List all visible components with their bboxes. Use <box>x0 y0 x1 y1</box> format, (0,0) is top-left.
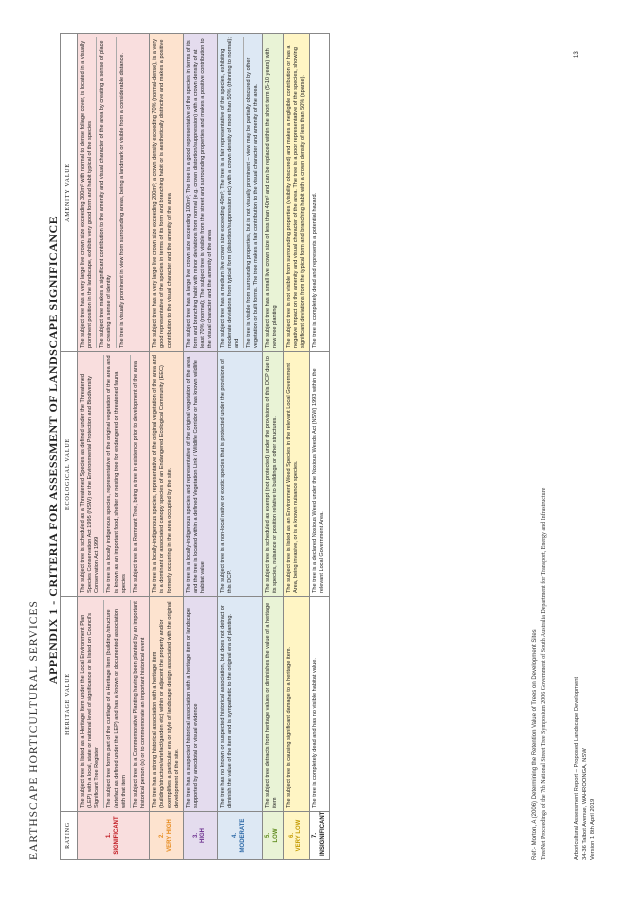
ecological-value-cell <box>310 352 330 597</box>
amenity-criterion: The tree is completely dead and represents a potential hazard. <box>312 192 319 348</box>
ecological-criterion: The tree is a locally-indigenous species, representative of the original vegetation of the area and is a dominant or associated canopy species of an Endangered Ecological Community (EEC) formerly occurring in the area occupied by the site. <box>152 355 173 593</box>
table-row <box>310 34 330 860</box>
ecological-criterion: The subject tree is listed as an Environment Weed Species in the relevant Local Government Area, being invasive, or is a known nuisance species. <box>285 363 299 593</box>
amenity-criterion: The subject tree has a very large live crown size exceeding 300m² with normal to dense foliage cover, is located in a visually prominent position in the landscape, exhibits very good form and habit typical of the species <box>80 37 97 348</box>
ecological-value-cell <box>78 352 150 597</box>
footer-address: 34-36 Talbot Avenue, WAHROONGA, NSW <box>582 748 588 860</box>
amenity-criterion: The subject tree has a medium live crown size exceeding 40m²; The tree is a fair representative of the species, exhibiting moderate deviations from typical form (distortion/suppression etc) with a crown density of more than 50% (thinning to normal); and <box>220 37 244 348</box>
heritage-value-cell <box>217 597 263 812</box>
heritage-criterion: The subject tree is a Commemorative Planting having been planted by an important historical person (s) or to commemorate an important historical event <box>132 601 147 808</box>
reference-line <box>532 629 538 860</box>
ecological-criterion: The subject tree is a Remnant Tree, being a tree in existence prior to development of the area <box>132 361 139 593</box>
table-header-row <box>61 34 78 860</box>
amenity-value-cell <box>183 34 217 352</box>
amenity-value-cell <box>217 34 263 352</box>
ecological-criterion: The subject tree is a non-local native or exotic species that is protected under the provisions of this DCP. <box>219 359 233 593</box>
rating-label: SIGNIFICANT <box>113 816 120 855</box>
table-row <box>283 34 309 860</box>
table-row <box>78 34 150 860</box>
heritage-criterion: The tree has a strong historical association with a heritage item (building/structure/artefact/garden etc) within or adjacent the property and/or exemplifies a particular era or style of landscape design associated with the original development of the site. <box>152 601 180 808</box>
rating-number: 6. <box>288 833 295 839</box>
column-header-amenity: AMENITY VALUE <box>61 34 78 352</box>
rating-number: 5. <box>265 833 272 839</box>
amenity-criterion: The subject tree has a large live crown size exceeding 100m²; The tree is a good representative of the species in terms of its form and branching habit with minor deviations from normal (e.g. crown distortion/suppression) with a crown density of at least 70% (normal); The subject tree is visible from the street and surrounding properties and makes a positive contribution to the visual character and the amenity of the area <box>185 38 214 348</box>
column-header-ecological: ECOLOGICAL VALUE <box>61 352 78 597</box>
ecological-value-cell <box>263 352 283 597</box>
rating-label: LOW <box>272 828 279 843</box>
rating-label: INSIGNIFICANT <box>319 811 326 856</box>
page-title: APPENDIX 1 - CRITERIA FOR ASSESSMENT OF LANDSCAPE SIGNIFICANCE <box>46 215 60 685</box>
heritage-criterion: The tree is completely dead and has no visible habitat value. <box>312 658 319 808</box>
ecological-value-cell <box>217 352 263 597</box>
amenity-criterion: The subject tree makes a significant contribution to the amenity and visual character of the area by creating a sense of place or creating a sense of identity <box>99 37 116 348</box>
rating-cell <box>283 812 309 860</box>
company-name: EARTHSCAPE HORTICULTURAL SERVICES <box>28 600 40 860</box>
rating-label: VERY HIGH <box>166 819 173 852</box>
heritage-criterion: The subject tree forms part of the curtilage of a Heritage Item (building /structure /artefact as defined under the LEP) and has a known or documented association with that item <box>106 600 130 808</box>
amenity-criterion: The tree is visually prominent in view from surrounding areas, being a landmark or visible from a considerable distance. <box>118 52 125 348</box>
column-header-heritage: HERITAGE VALUE <box>61 597 78 812</box>
ecological-criterion: The subject tree is scheduled as a Threatened Species as defined under the Threatened Species Conservation Act 1995 (NSW) or the Environmental Protection and Biodiversity Conservation Act 1999 <box>80 355 104 593</box>
footer-report-title: Arboricultural Assessment Report – Proposed Landscape Development <box>574 676 580 860</box>
rating-number: 7. <box>312 833 319 839</box>
ecological-value-cell <box>183 352 217 597</box>
footer-version: Version 1 8th April 2019 <box>590 798 596 860</box>
criteria-table <box>60 33 330 860</box>
page-number: 13 <box>574 51 580 58</box>
amenity-criterion: The tree is visible from surrounding properties, but is not visually prominent – view may be partially obscured by other vegetation or built forms. The tree makes a fair contribution to the visual character and amenity of the area. <box>245 57 260 348</box>
rating-number: 4. <box>232 833 239 839</box>
ecological-criterion: The tree is a locally indigenous species, representative of the original vegetation of the area and is known as an important food, shelter or nesting tree for endangered or threatened fauna species <box>106 355 130 593</box>
heritage-criterion: The subject tree detracts from heritage values or diminishes the value of a heritage item <box>265 602 279 808</box>
rating-number: 3. <box>192 833 199 839</box>
heritage-criterion: The tree has no known or suspected historical association, but does not detract or diminish the value of the item and is sympathetic to the original era of planting. <box>219 605 233 808</box>
rating-cell <box>263 812 283 860</box>
heritage-criterion: The subject tree is listed as a Heritage Item under the Local Environment Plan (LEP) with a local, state or national level of significance or is listed on Council's Significant Tree Register <box>80 600 104 808</box>
heritage-criterion: The tree has a suspected historical association with a heritage item or landscape supported by anecdotal or visual evidence <box>185 608 200 808</box>
criteria-table-body <box>78 34 330 860</box>
table-row <box>183 34 217 860</box>
rating-label: MODERATE <box>239 818 246 853</box>
amenity-value-cell <box>78 34 150 352</box>
heritage-value-cell <box>263 597 283 812</box>
table-row <box>263 34 283 860</box>
reference-source: TreeNet Proceedings of the 7th National Street Tree Symposium 2006 Government of South Australia Department for Transport, Energy and Infrastructure <box>541 487 547 860</box>
ecological-criterion: The subject tree is scheduled as exempt (not protected) under the provisions of this DCP due to its species, nuisance or position relative to buildings or other structures. <box>265 356 279 593</box>
table-row <box>150 34 184 860</box>
ecological-criterion: The tree is a declared Noxious Weed under the Noxious Weeds Act (NSW) 1993 within the relevant Local Government Area. <box>312 368 326 593</box>
amenity-value-cell <box>263 34 283 352</box>
heritage-value-cell <box>78 597 150 812</box>
reference-text: Ref:- Morton, A (2006) Determining the Retention Value of Trees on Development Sites <box>532 629 538 860</box>
rating-cell <box>150 812 184 860</box>
heritage-value-cell <box>150 597 184 812</box>
rating-number: 1. <box>105 833 112 839</box>
amenity-criterion: The subject tree has a small live crown size of less than 40m² and can be replaced within the short term (5-10 years) with new tree planting <box>265 48 279 348</box>
amenity-criterion: The subject tree has a very large live crown size exceeding 200m²; a crown density exceeding 70% (normal-dense), is a very good representative of the species in terms of its form and branching habit or is aesthetically distinctive and makes a positive contribution to the visual character and the amenity of the area <box>152 38 173 348</box>
ecological-value-cell <box>283 352 309 597</box>
amenity-value-cell <box>150 34 184 352</box>
amenity-criterion: The subject tree is not visible from surrounding properties (visibility obscured) and makes a negligible contribution or has a negative impact on the amenity and visual character of the area. The tree is a poor representative of the species, showing significant deviations from the typical form and branching habit with a crown density of less than 50% (sparse). <box>285 45 306 348</box>
rating-label: HIGH <box>200 828 207 843</box>
rating-cell <box>183 812 217 860</box>
ecological-value-cell <box>150 352 184 597</box>
column-header-rating: RATING <box>61 812 78 860</box>
heritage-value-cell <box>183 597 217 812</box>
ecological-criterion: The tree is a locally-indigenous species and representative of the original vegetation of the area and the tree is located within a defined Vegetation Link / Wildlife Corridor or has known wildlife habitat value <box>185 356 207 593</box>
rating-number: 2. <box>158 833 165 839</box>
rating-label: VERY LOW <box>296 819 303 852</box>
rating-cell <box>310 812 330 860</box>
amenity-value-cell <box>283 34 309 352</box>
amenity-value-cell <box>310 34 330 352</box>
rating-cell <box>78 812 150 860</box>
table-row <box>217 34 263 860</box>
heritage-value-cell <box>310 597 330 812</box>
heritage-criterion: The subject tree is causing significant damage to a heritage item. <box>285 646 292 808</box>
heritage-value-cell <box>283 597 309 812</box>
rating-cell <box>217 812 263 860</box>
